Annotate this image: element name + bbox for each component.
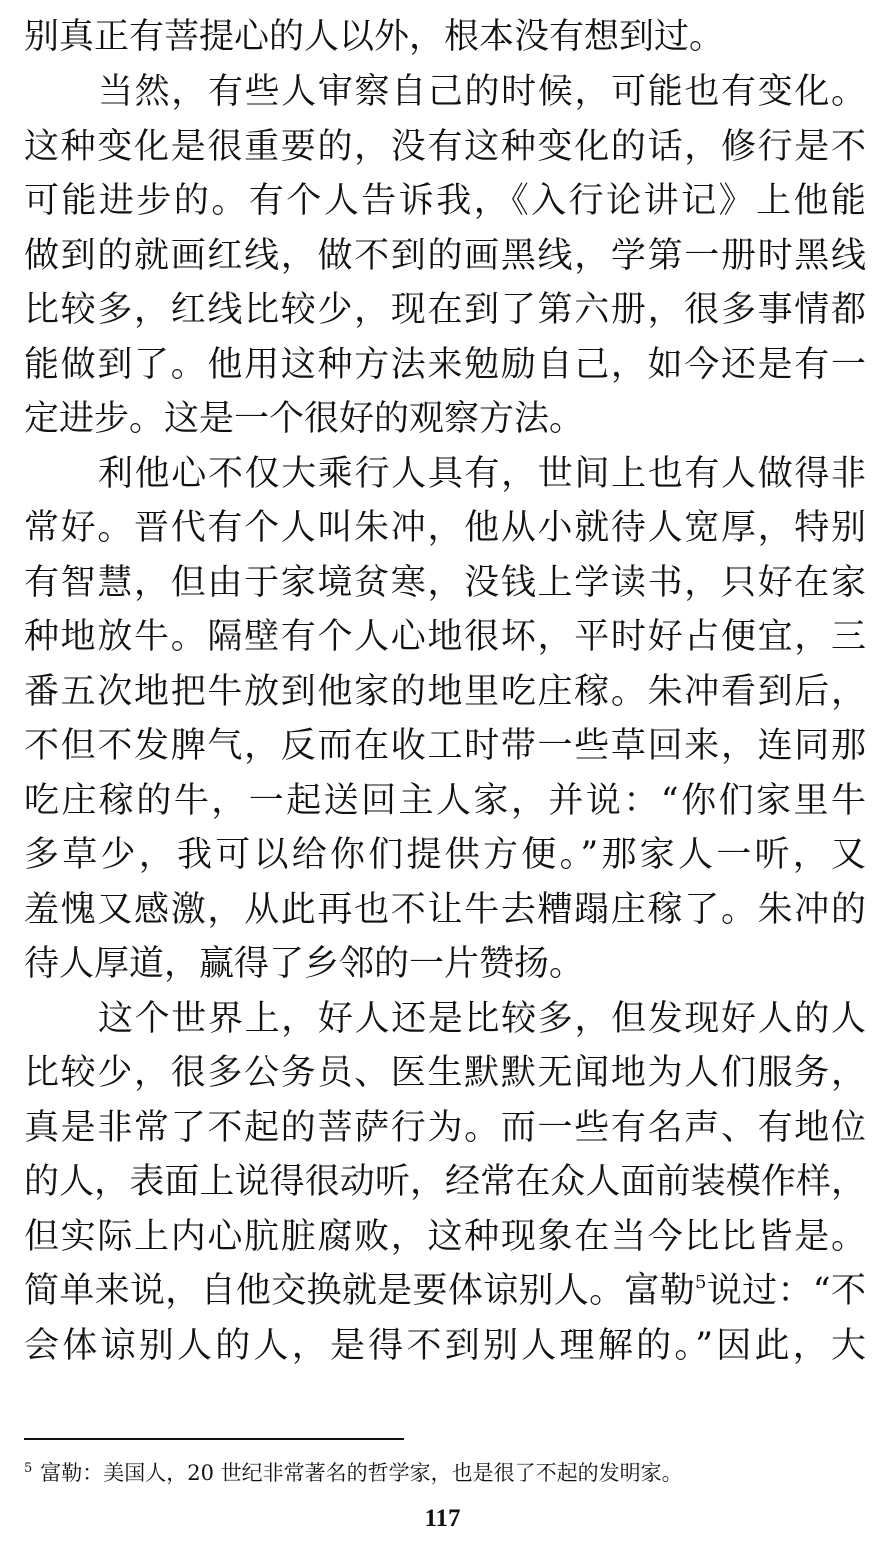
text-line: 比较多，红线比较少，现在到了第六册，很多事情都 <box>24 290 866 330</box>
text-line: 不但不发脾气，反而在收工时带一些草回来，连同那 <box>24 726 866 766</box>
footnote <box>24 1454 683 1484</box>
text-segment: 说过：“不 <box>706 1271 866 1311</box>
text-line: 定进步。这是一个很好的观察方法。 <box>24 399 585 439</box>
text-line: 能做到了。他用这种方法来勉励自己，如今还是有一 <box>24 345 866 385</box>
text-line: 会体谅别人的人，是得不到别人理解的。”因此，大 <box>24 1326 866 1366</box>
text-line: 的人，表面上说得很动听，经常在众人面前装模作样， <box>24 1162 866 1202</box>
text-line: 做到的就画红线，做不到的画黑线，学第一册时黑线 <box>24 236 866 276</box>
page-number: 117 <box>424 1505 461 1532</box>
text-line: 常好。晋代有个人叫朱冲，他从小就待人宽厚，特别 <box>24 508 866 548</box>
footnote-number: 5 <box>24 1461 33 1476</box>
text-line: 种地放牛。隔壁有个人心地很坏，平时好占便宜，三 <box>24 617 866 657</box>
paragraph-first-line: 这个世界上，好人还是比较多，但发现好人的人 <box>98 999 866 1039</box>
text-line: 羞愧又感激，从此再也不让牛去糟蹋庄稼了。朱冲的 <box>24 890 866 930</box>
text-line: 这种变化是很重要的，没有这种变化的话，修行是不 <box>24 127 866 167</box>
footnote-divider <box>24 1438 404 1440</box>
footnote-reference[interactable]: 5 <box>695 1272 707 1293</box>
text-line: 多草少，我可以给你们提供方便。”那家人一听，又 <box>24 835 866 875</box>
text-line: 真是非常了不起的菩萨行为。而一些有名声、有地位 <box>24 1108 866 1148</box>
footnote-text: 富勒：美国人，20 世纪非常著名的哲学家，也是很了不起的发明家。 <box>40 1461 683 1485</box>
text-line: 可能进步的。有个人告诉我，《入行论讲记》上他能 <box>24 181 866 221</box>
text-line: 比较少，很多公务员、医生默默无闻地为人们服务， <box>24 1053 866 1093</box>
text-line: 但实际上内心肮脏腐败，这种现象在当今比比皆是。 <box>24 1217 866 1257</box>
text-line: 番五次地把牛放到他家的地里吃庄稼。朱冲看到后， <box>24 672 866 712</box>
text-line-with-footnote <box>24 1264 866 1318</box>
text-line: 待人厚道，赢得了乡邻的一片赞扬。 <box>24 944 585 984</box>
text-segment: 简单来说，自他交换就是要体谅别人。富勒 <box>24 1271 696 1311</box>
text-line: 别真正有菩提心的人以外，根本没有想到过。 <box>24 17 725 57</box>
paragraph-first-line: 当然，有些人审察自己的时候，可能也有变化。 <box>98 72 866 112</box>
paragraph-first-line: 利他心不仅大乘行人具有，世间上也有人做得非 <box>98 454 866 494</box>
text-line: 吃庄稼的牛，一起送回主人家，并说：“你们家里牛 <box>24 781 866 821</box>
text-line: 有智慧，但由于家境贫寒，没钱上学读书，只好在家 <box>24 563 866 603</box>
